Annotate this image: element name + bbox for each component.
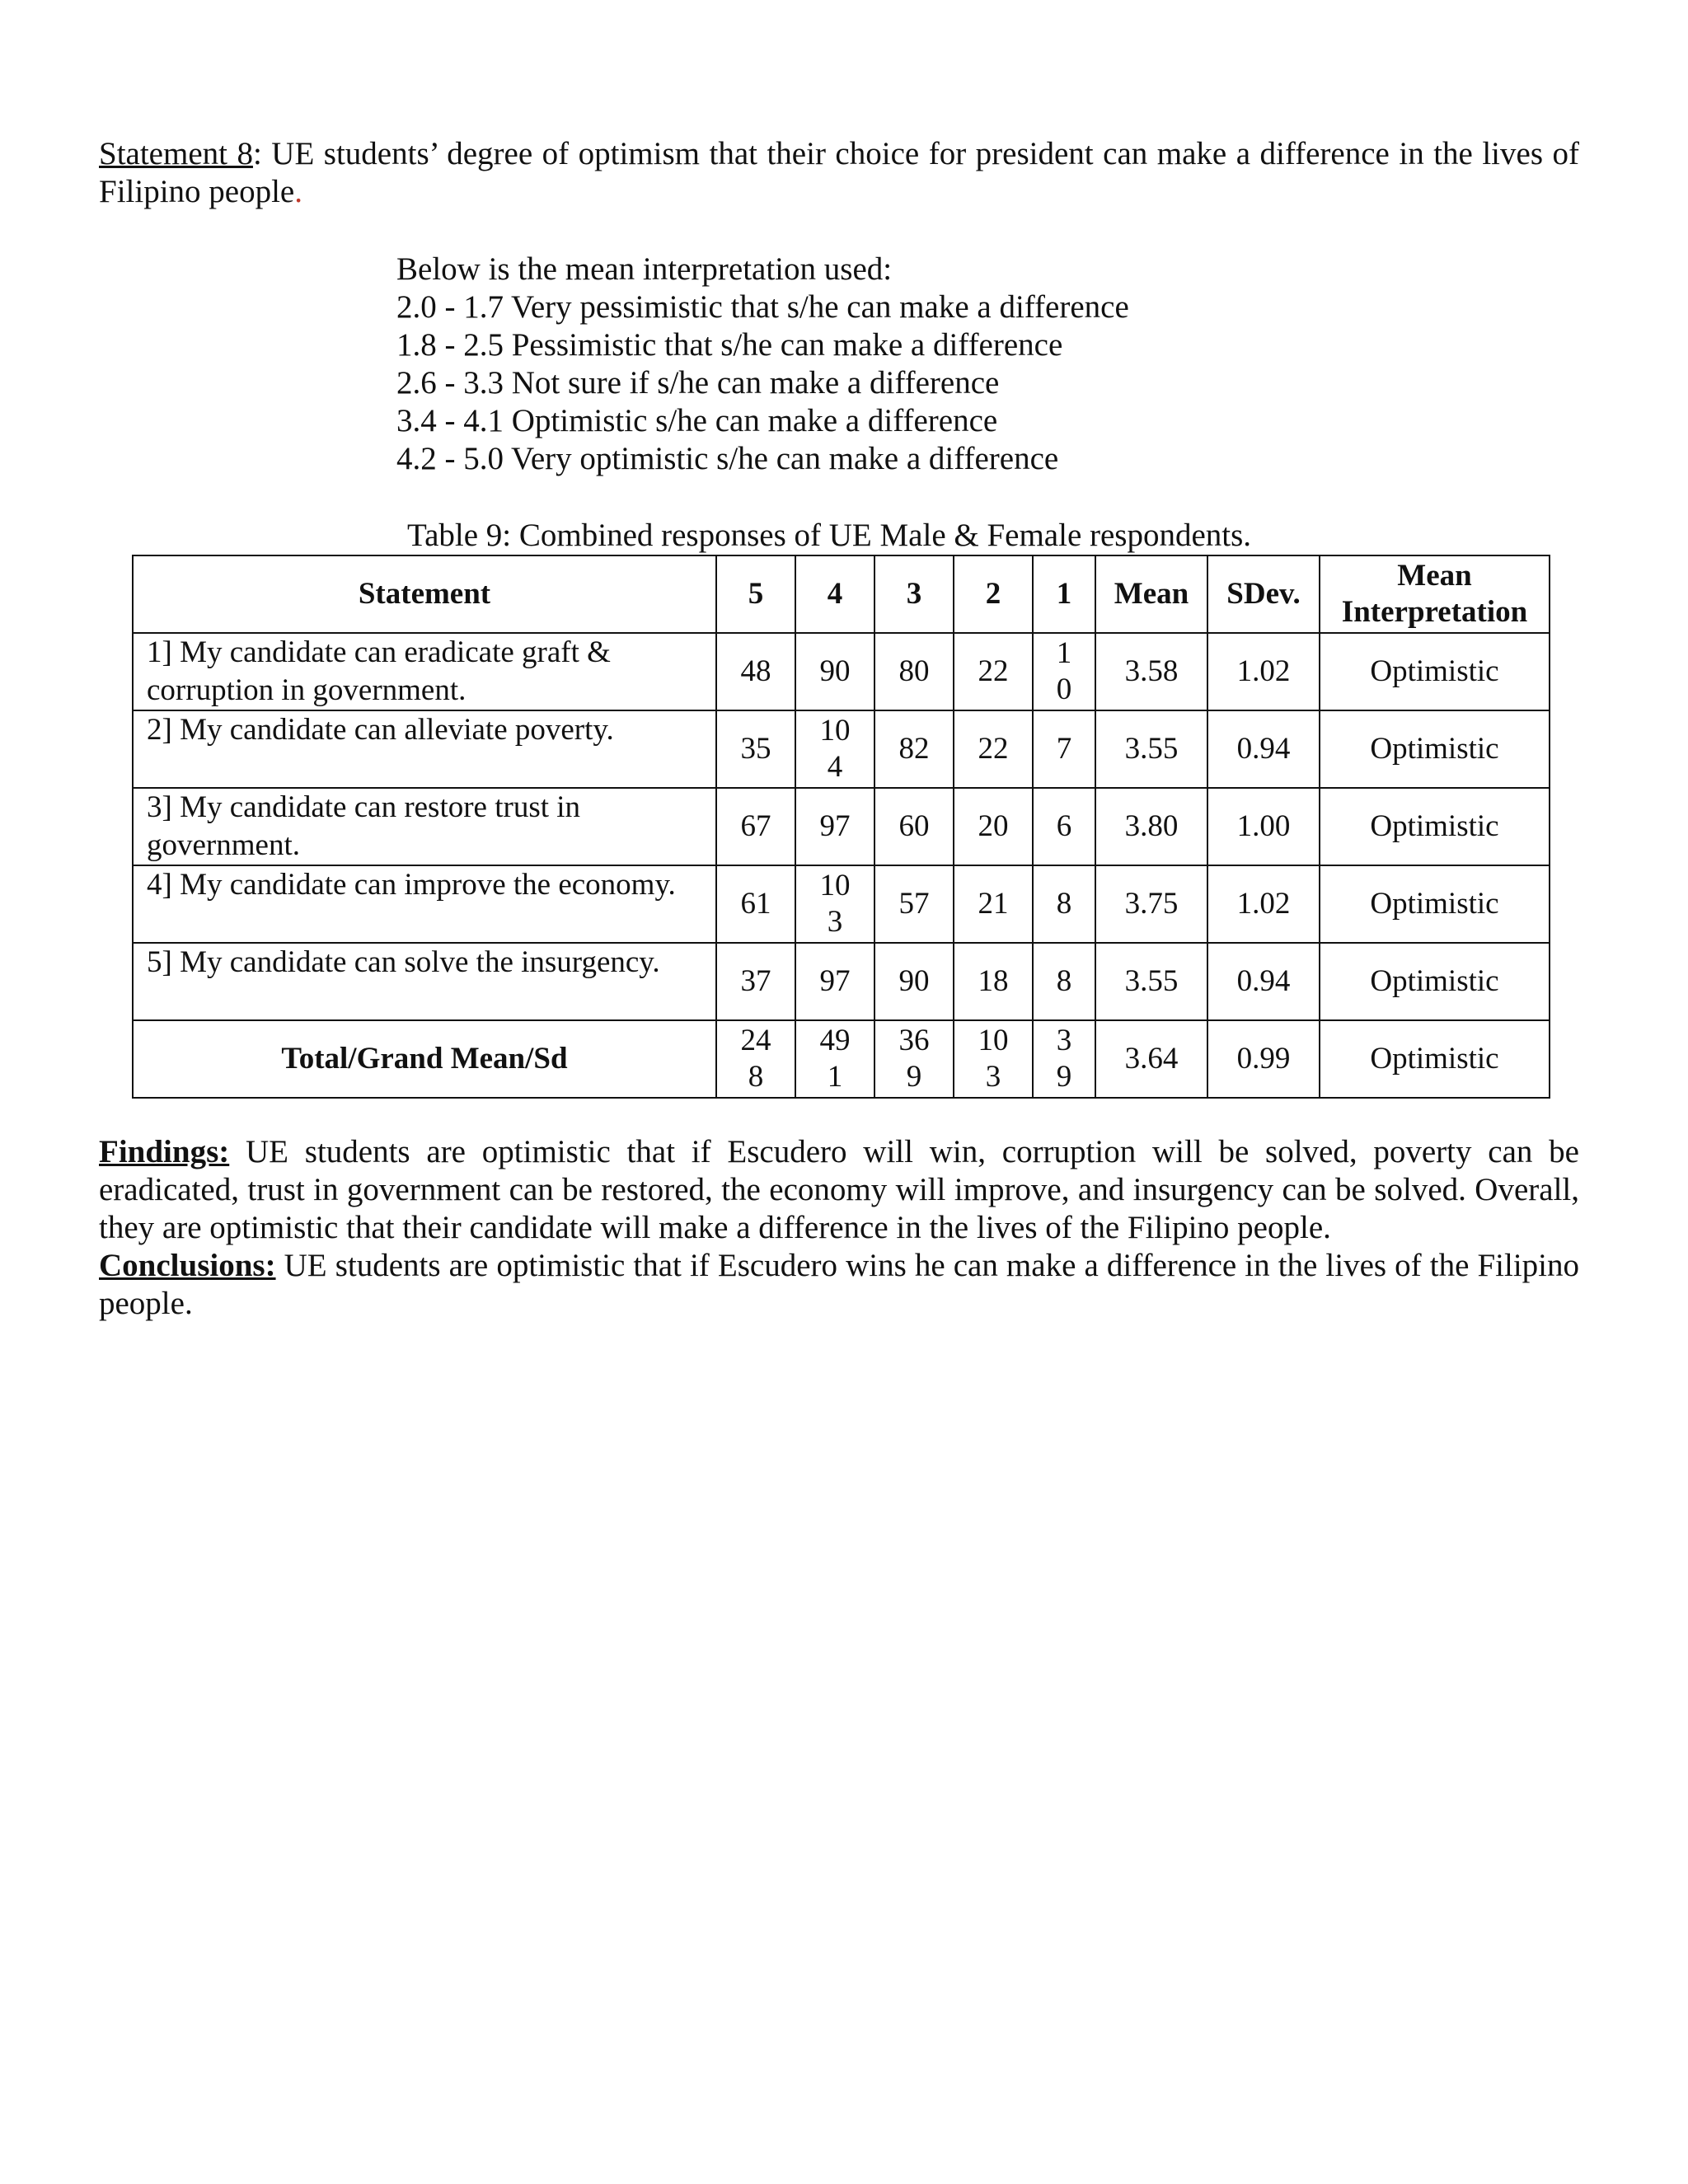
cell-sdev: 0.94: [1207, 943, 1320, 1020]
total-count-2: [954, 1020, 1033, 1098]
cell-count-4: [795, 865, 874, 943]
table-row: [133, 710, 1550, 788]
cell-count-3: 80: [874, 633, 954, 710]
total-count-1: [1033, 1020, 1095, 1098]
header-5: 5: [716, 555, 795, 633]
cell-statement: 2] My candidate can alleviate poverty.: [133, 710, 716, 788]
cell-count-1: 6: [1033, 788, 1095, 865]
statement-text: : UE students’ degree of optimism that their choice for president can make a difference in the lives of Filipino people: [99, 136, 1579, 209]
cell-count-2: 20: [954, 788, 1033, 865]
legend-item: 2.6 - 3.3 Not sure if s/he can make a difference: [396, 365, 1000, 401]
cell-count-3: 82: [874, 710, 954, 788]
table-total-row: [133, 1020, 1550, 1098]
conclusions-label: Conclusions:: [99, 1248, 276, 1283]
total-count-1-value: 39: [1056, 1024, 1072, 1094]
header-mean-interpretation: Mean Interpretation: [1320, 555, 1550, 633]
table-row: [133, 788, 1550, 865]
cell-count-5: 67: [716, 788, 795, 865]
cell-count-5: 37: [716, 943, 795, 1020]
cell-count-2: 18: [954, 943, 1033, 1020]
table-caption: Table 9: Combined responses of UE Male & Female respondents.: [407, 518, 1252, 553]
cell-count-3: 57: [874, 865, 954, 943]
total-count-2-value: 103: [978, 1024, 1009, 1094]
cell-count-3: 60: [874, 788, 954, 865]
cell-count-1: [1033, 633, 1095, 710]
findings-paragraph: [99, 1133, 1579, 1247]
cell-count-4: 97: [795, 943, 874, 1020]
cell-statement: 4] My candidate can improve the economy.: [133, 865, 716, 943]
header-4: 4: [795, 555, 874, 633]
cell-interpretation: Optimistic: [1320, 865, 1550, 943]
cell-count-4: 97: [795, 788, 874, 865]
cell-count-5: 48: [716, 633, 795, 710]
table-row: [133, 943, 1550, 1020]
cell-count-1: 8: [1033, 865, 1095, 943]
cell-count-5: 35: [716, 710, 795, 788]
cell-interpretation: Optimistic: [1320, 633, 1550, 710]
header-2: 2: [954, 555, 1033, 633]
statement-paragraph: [99, 135, 1579, 211]
responses-table: [132, 555, 1550, 1099]
cell-count-4-value: 104: [819, 714, 851, 784]
header-mean: Mean: [1095, 555, 1207, 633]
total-count-4: [795, 1020, 874, 1098]
total-count-3: [874, 1020, 954, 1098]
cell-mean: 3.58: [1095, 633, 1207, 710]
cell-count-4-value: 103: [819, 869, 851, 939]
cell-interpretation: Optimistic: [1320, 943, 1550, 1020]
conclusions-paragraph: [99, 1247, 1579, 1323]
cell-statement: 5] My candidate can solve the insurgency.: [133, 943, 716, 1020]
header-1: 1: [1033, 555, 1095, 633]
cell-count-5: 61: [716, 865, 795, 943]
table-header-row: [133, 555, 1550, 633]
total-sdev: 0.99: [1207, 1020, 1320, 1098]
cell-count-2: 22: [954, 710, 1033, 788]
cell-interpretation: Optimistic: [1320, 788, 1550, 865]
cell-count-2: 21: [954, 865, 1033, 943]
cell-sdev: 1.02: [1207, 865, 1320, 943]
table-row: [133, 633, 1550, 710]
header-statement: Statement: [133, 555, 716, 633]
legend-item: 3.4 - 4.1 Optimistic s/he can make a difference: [396, 403, 998, 438]
cell-count-1: 7: [1033, 710, 1095, 788]
cell-mean: 3.75: [1095, 865, 1207, 943]
total-count-5: [716, 1020, 795, 1098]
findings-text: UE students are optimistic that if Escudero will win, corruption will be solved, poverty can be eradicated, trust in government can be restored, the economy will improve, and insurgency can be solved. Overall, they are optimistic that their candidate will make a difference in the lives of the Filipino people.: [99, 1134, 1579, 1245]
total-count-5-value: 248: [740, 1024, 771, 1094]
header-3: 3: [874, 555, 954, 633]
total-count-4-value: 491: [819, 1024, 851, 1094]
statement-end: .: [294, 174, 302, 209]
findings-label: Findings:: [99, 1134, 230, 1169]
conclusions-text: UE students are optimistic that if Escudero wins he can make a difference in the lives of the Filipino people.: [99, 1248, 1579, 1321]
cell-sdev: 0.94: [1207, 710, 1320, 788]
cell-count-1: 8: [1033, 943, 1095, 1020]
cell-sdev: 1.02: [1207, 633, 1320, 710]
statement-label: Statement 8: [99, 136, 253, 171]
cell-count-1-value: 10: [1056, 636, 1072, 706]
legend-intro: Below is the mean interpretation used:: [396, 251, 893, 287]
legend-item: 2.0 - 1.7 Very pessimistic that s/he can make a difference: [396, 289, 1129, 325]
cell-count-4: 90: [795, 633, 874, 710]
total-interpretation: Optimistic: [1320, 1020, 1550, 1098]
total-mean: 3.64: [1095, 1020, 1207, 1098]
legend-item: 1.8 - 2.5 Pessimistic that s/he can make a difference: [396, 327, 1063, 363]
total-count-3-value: 369: [898, 1024, 930, 1094]
legend-item: 4.2 - 5.0 Very optimistic s/he can make a difference: [396, 441, 1059, 476]
cell-interpretation: Optimistic: [1320, 710, 1550, 788]
table-row: [133, 865, 1550, 943]
header-sdev: SDev.: [1207, 555, 1320, 633]
cell-count-3: 90: [874, 943, 954, 1020]
cell-sdev: 1.00: [1207, 788, 1320, 865]
cell-mean: 3.55: [1095, 710, 1207, 788]
cell-count-4: [795, 710, 874, 788]
total-label: Total/Grand Mean/Sd: [133, 1020, 716, 1098]
cell-statement: 1] My candidate can eradicate graft & corruption in government.: [133, 633, 716, 710]
cell-mean: 3.80: [1095, 788, 1207, 865]
cell-count-2: 22: [954, 633, 1033, 710]
mean-interpretation-legend: [396, 251, 1129, 478]
cell-statement: 3] My candidate can restore trust in government.: [133, 788, 716, 865]
cell-mean: 3.55: [1095, 943, 1207, 1020]
